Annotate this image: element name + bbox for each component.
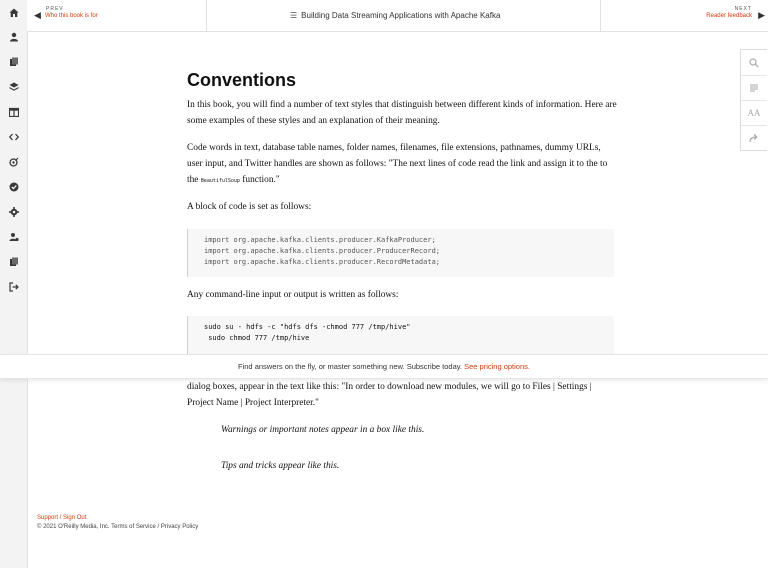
code-block-imports	[187, 229, 614, 277]
top-navigation-bar	[27, 0, 768, 32]
gear-icon[interactable]	[7, 205, 21, 219]
books-icon[interactable]	[7, 55, 21, 69]
reader-tools-panel	[740, 49, 767, 151]
font-size-glyph: AA	[747, 107, 761, 118]
code-line: import org.apache.kafka.clients.producer.KafkaProducer;	[204, 236, 436, 244]
code-line: sudo chmod 777 /tmp/hive	[204, 334, 310, 342]
paragraph-intro: In this book, you will find a number of text styles that distinguish between different kinds of information. Here are some examples of these styles and an explanation of their meaning.	[187, 100, 617, 126]
paragraph-command-line-intro: Any command-line input or output is written as follows:	[187, 290, 399, 300]
code-line: sudo su - hdfs -c "hdfs dfs -chmod 777 /tmp/hive"	[204, 323, 411, 331]
next-title[interactable]: Reader feedback	[706, 13, 752, 19]
tip-note: Tips and tricks appear like this.	[221, 461, 340, 471]
divider	[206, 0, 207, 31]
home-icon[interactable]	[7, 6, 21, 20]
search-icon[interactable]	[741, 50, 767, 76]
paragraph-code-block-intro: A block of code is set as follows:	[187, 202, 312, 212]
code-block-commands	[187, 316, 614, 356]
divider	[600, 0, 601, 31]
privacy-link[interactable]: Privacy Policy	[160, 524, 199, 530]
font-size-icon[interactable]	[741, 100, 767, 126]
prev-title[interactable]: Who this book is for	[45, 13, 98, 19]
p2-text-after: function."	[239, 174, 280, 185]
next-kicker: NEXT	[734, 6, 752, 12]
sign-out-link[interactable]: Sign Out	[63, 515, 87, 521]
book-title[interactable]	[290, 11, 500, 20]
subscribe-banner	[0, 354, 768, 379]
code-line: import org.apache.kafka.clients.producer.RecordMetadata;	[204, 258, 441, 266]
next-arrow-icon: ▶	[758, 10, 765, 20]
sign-out-icon[interactable]	[7, 280, 21, 294]
user-icon[interactable]	[7, 30, 21, 44]
support-link[interactable]: Support	[37, 515, 59, 521]
notes-icon[interactable]	[741, 75, 767, 101]
book-title-text: Building Data Streaming Applications with Apache Kafka	[301, 11, 501, 20]
prev-kicker: PREV	[46, 6, 64, 12]
layers-icon[interactable]	[7, 80, 21, 94]
table-of-contents-icon[interactable]: ☰	[290, 11, 298, 20]
calendar-icon[interactable]	[7, 105, 21, 119]
check-circle-icon[interactable]	[7, 180, 21, 194]
left-sidebar	[0, 0, 28, 568]
footer-sep: /	[155, 524, 161, 530]
prev-arrow-icon: ◀​	[34, 10, 41, 20]
terms-link[interactable]: Terms of Service	[111, 524, 156, 530]
code-icon[interactable]	[7, 130, 21, 144]
code-line: import org.apache.kafka.clients.producer.ProducerRecord;	[204, 247, 441, 255]
inline-code: BeautifulSoup	[200, 177, 240, 184]
footer-copyright	[37, 524, 198, 530]
pricing-link[interactable]: See pricing options.	[464, 362, 530, 371]
next-section-link[interactable]	[685, 5, 765, 27]
p2-text-before: Code words in text, database table names, folder names, filenames, file extensions, pathnames, dummy URLs, user input, and Twitter handles are shown as follows: "The next lines of code read the link and assign it to the to the	[187, 143, 608, 185]
page-title: Conventions	[187, 70, 297, 90]
footer-links	[37, 515, 86, 521]
banner-text: Find answers on the fly, or master something new. Subscribe today.	[238, 362, 465, 371]
target-icon[interactable]	[7, 155, 21, 169]
copyright-text: © 2021 O'Reilly Media, Inc.	[37, 524, 112, 530]
share-icon[interactable]	[741, 125, 767, 150]
warning-note: Warnings or important notes appear in a box like this.	[221, 425, 425, 435]
footer-sep: /	[58, 515, 64, 521]
books-icon-2[interactable]	[7, 255, 21, 269]
paragraph-code-words	[187, 141, 617, 189]
paragraph-dialog-boxes: dialog boxes, appear in the text like this: "In order to download new modules, we will go to Files | Settings | Project Name | Project Interpreter."	[187, 382, 592, 408]
user-settings-icon[interactable]	[7, 230, 21, 244]
